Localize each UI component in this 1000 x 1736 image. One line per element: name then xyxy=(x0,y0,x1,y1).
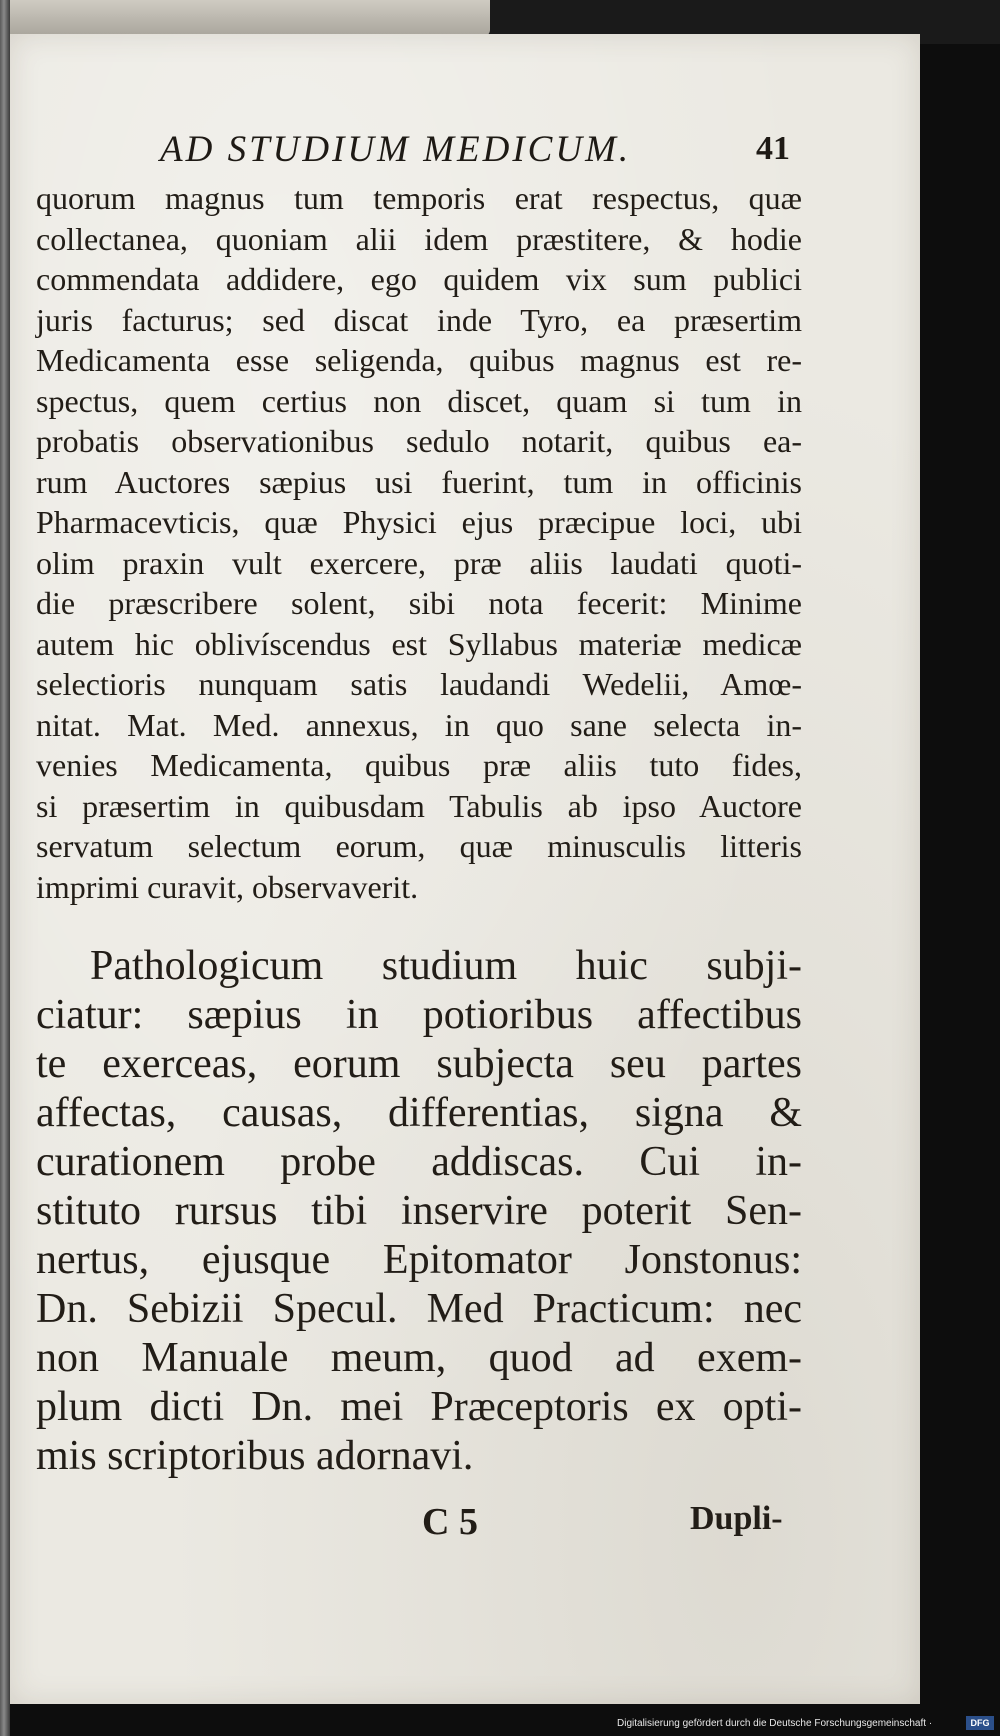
paragraph-2 xyxy=(36,942,802,1481)
text-line: mis scriptoribus adornavi. xyxy=(36,1433,474,1479)
text-line: Pharmacevticis, quæ Physici ejus præcipue loci, ubi xyxy=(36,504,802,540)
dfg-logo: DFG xyxy=(966,1716,994,1730)
paragraph-1 xyxy=(36,178,802,907)
text-line: selectioris nunquam satis laudandi Wedelii, Amœ- xyxy=(36,666,802,702)
text-line: rum Auctores sæpius usi fuerint, tum in officinis xyxy=(36,463,802,500)
text-line: servatum selectum eorum, quæ minusculis litteris xyxy=(36,828,802,864)
text-line: Dn. Sebizii Specul. Med Practicum: nec xyxy=(36,1286,802,1332)
page-number: 41 xyxy=(756,130,790,167)
text-line: venies Medicamenta, quibus præ aliis tuto fides, xyxy=(36,747,802,783)
text-line: juris facturus; sed discat inde Tyro, ea præsertim xyxy=(36,301,802,338)
text-line: te exerceas, eorum subjecta seu partes xyxy=(36,1041,802,1087)
text-line: nertus, ejusque Epitomator Jonstonus: xyxy=(36,1237,802,1283)
text-line: commendata addidere, ego quidem vix sum publici xyxy=(36,261,802,297)
text-line: ciatur: sæpius in potioribus affectibus xyxy=(36,992,802,1038)
text-line: imprimi curavit, observaverit. xyxy=(36,868,419,905)
text-line: Medicamenta esse seligenda, quibus magnus est re- xyxy=(36,342,802,378)
running-title: AD STUDIUM MEDICUM. xyxy=(160,129,632,170)
text-line: collectanea, quoniam alii idem præstitere, & hodie xyxy=(36,220,802,257)
text-line: die præscribere solent, sibi nota fecerit: Minime xyxy=(36,585,802,621)
text-line: probatis observationibus sedulo notarit, quibus ea- xyxy=(36,423,802,459)
text-line: quorum magnus tum temporis erat respectus, quæ xyxy=(36,180,802,216)
text-line: stituto rursus tibi inservire poterit Sen- xyxy=(36,1188,802,1234)
adjacent-page-edge xyxy=(10,0,490,36)
text-line: spectus, quem certius non discet, quam si tum in xyxy=(36,382,802,419)
text-line: si præsertim in quibusdam Tabulis ab ipso Auctore xyxy=(36,787,802,824)
signature-mark: C 5 xyxy=(422,1501,478,1543)
text-line: non Manuale meum, quod ad exem- xyxy=(36,1335,802,1381)
text-line: nitat. Mat. Med. annexus, in quo sane selecta in- xyxy=(36,706,802,743)
text-line: Pathologicum studium huic subji- xyxy=(90,943,802,989)
text-line: olim praxin vult exercere, præ aliis laudati quoti- xyxy=(36,544,802,581)
text-line: affectas, causas, differentias, signa & xyxy=(36,1090,802,1136)
catchword: Dupli- xyxy=(690,1500,783,1537)
book-spine-edge xyxy=(0,0,10,1736)
text-line: plum dicti Dn. mei Præceptoris ex opti- xyxy=(36,1384,802,1430)
digitization-credit: Digitalisierung gefördert durch die Deutsche Forschungsgemeinschaft · xyxy=(617,1718,933,1729)
text-line: curationem probe addiscas. Cui in- xyxy=(36,1139,802,1185)
text-line: autem hic oblivíscendus est Syllabus materiæ medicæ xyxy=(36,625,802,662)
